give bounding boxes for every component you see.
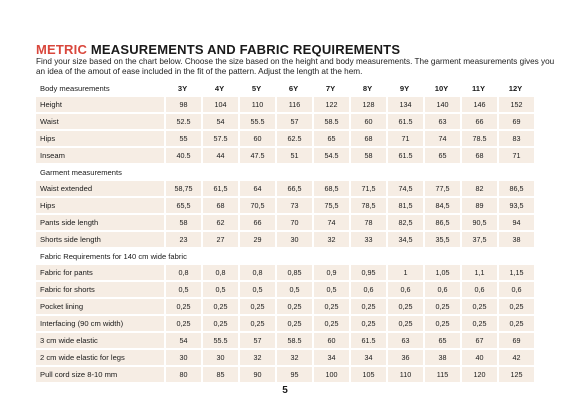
table-cell: 71 — [386, 131, 423, 146]
table-cell: 90,5 — [460, 215, 497, 230]
row-label: Pants side length — [36, 215, 164, 230]
table-cell: 82 — [460, 181, 497, 196]
table-cell: 58.5 — [312, 114, 349, 129]
table-cell: 0,25 — [386, 316, 423, 331]
table-cell: 66 — [238, 215, 275, 230]
row-label: Interfacing (90 cm width) — [36, 316, 164, 331]
table-cell: 54 — [201, 114, 238, 129]
table-cell: 0,6 — [349, 282, 386, 297]
table-cell: 85 — [201, 367, 238, 382]
table-cell: 54 — [164, 333, 201, 348]
table-cell: 0,25 — [238, 299, 275, 314]
table-cell: 61.5 — [386, 114, 423, 129]
page-title — [36, 42, 400, 57]
table-cell: 81,5 — [386, 198, 423, 213]
measurements-table — [36, 80, 534, 384]
row-label: Waist extended — [36, 181, 164, 196]
table-cell: 74 — [312, 215, 349, 230]
table-cell: 78 — [349, 215, 386, 230]
row-label: Shorts side length — [36, 232, 164, 247]
table-cell: 122 — [312, 97, 349, 112]
row-label: Fabric for shorts — [36, 282, 164, 297]
table-cell: 55.5 — [238, 114, 275, 129]
table-cell: 55.5 — [201, 333, 238, 348]
table-cell: 61.5 — [386, 148, 423, 163]
row-label: Fabric for pants — [36, 265, 164, 280]
table-cell: 77,5 — [423, 181, 460, 196]
table-cell: 61.5 — [349, 333, 386, 348]
table-cell: 146 — [460, 97, 497, 112]
table-cell: 34 — [349, 350, 386, 365]
table-cell: 75,5 — [312, 198, 349, 213]
table-cell: 0,8 — [201, 265, 238, 280]
row-label: Waist — [36, 114, 164, 129]
table-cell: 52.5 — [164, 114, 201, 129]
table-cell: 0,25 — [312, 316, 349, 331]
table-row — [36, 333, 534, 348]
table-cell: 84,5 — [423, 198, 460, 213]
size-header: 4Y — [214, 84, 225, 93]
table-cell: 80 — [164, 367, 201, 382]
table-cell: 70 — [275, 215, 312, 230]
table-row — [36, 198, 534, 213]
table-cell: 0,6 — [497, 282, 534, 297]
table-cell: 115 — [423, 367, 460, 382]
table-cell: 61,5 — [201, 181, 238, 196]
title-rest: MEASUREMENTS AND FABRIC REQUIREMENTS — [90, 42, 401, 57]
table-cell: 125 — [497, 367, 534, 382]
table-cell: 0,25 — [460, 299, 497, 314]
table-cell: 70,5 — [238, 198, 275, 213]
table-cell: 95 — [275, 367, 312, 382]
table-cell: 23 — [164, 232, 201, 247]
table-cell: 0,95 — [349, 265, 386, 280]
table-cell: 0,25 — [238, 316, 275, 331]
table-row — [36, 367, 534, 382]
table-cell: 0,25 — [201, 316, 238, 331]
table-cell: 30 — [164, 350, 201, 365]
table-cell: 0,25 — [349, 299, 386, 314]
table-cell: 32 — [275, 350, 312, 365]
table-cell: 58 — [349, 148, 386, 163]
table-cell: 27 — [201, 232, 238, 247]
table-cell: 0,6 — [386, 282, 423, 297]
table-cell: 71 — [497, 148, 534, 163]
page-number: 5 — [282, 385, 288, 396]
table-cell: 51 — [275, 148, 312, 163]
table-cell: 0,25 — [497, 316, 534, 331]
section-heading-row — [36, 249, 534, 263]
table-cell: 0,25 — [497, 299, 534, 314]
size-header: 3Y — [177, 84, 188, 93]
table-cell: 128 — [349, 97, 386, 112]
table-cell: 1,05 — [423, 265, 460, 280]
table-cell: 60 — [238, 131, 275, 146]
intro-text: Find your size based on the chart below. Choose the size based on the height and body measurements. The garment measurements gives you an idea of the amout of ease included in the fit of the pattern. Adjust the length at the hem. — [36, 57, 555, 76]
table-row — [36, 316, 534, 331]
table-row — [36, 215, 534, 230]
table-cell: 110 — [386, 367, 423, 382]
table-cell: 37,5 — [460, 232, 497, 247]
table-cell: 69 — [497, 114, 534, 129]
table-cell: 0,25 — [423, 299, 460, 314]
row-label: Hips — [36, 131, 164, 146]
table-cell: 0,25 — [349, 316, 386, 331]
table-cell: 57 — [238, 333, 275, 348]
table-row — [36, 350, 534, 365]
row-label: 3 cm wide elastic — [36, 333, 164, 348]
table-row — [36, 181, 534, 196]
table-cell: 86,5 — [423, 215, 460, 230]
table-cell: 33 — [349, 232, 386, 247]
table-row — [36, 265, 534, 280]
row-label: Pull cord size 8-10 mm — [36, 367, 164, 382]
section-heading: Body measurements — [40, 84, 110, 93]
row-label: Height — [36, 97, 164, 112]
table-cell: 0,5 — [312, 282, 349, 297]
table-cell: 67 — [460, 333, 497, 348]
table-cell: 54.5 — [312, 148, 349, 163]
table-cell: 30 — [201, 350, 238, 365]
table-cell: 116 — [275, 97, 312, 112]
size-header: 11Y — [471, 84, 486, 93]
table-cell: 35,5 — [423, 232, 460, 247]
section-heading: Garment measurements — [40, 167, 122, 177]
table-cell: 63 — [386, 333, 423, 348]
table-cell: 68 — [201, 198, 238, 213]
size-header: 8Y — [362, 84, 373, 93]
table-cell: 89 — [460, 198, 497, 213]
table-cell: 32 — [238, 350, 275, 365]
table-cell: 140 — [423, 97, 460, 112]
table-cell: 0,85 — [275, 265, 312, 280]
table-cell: 36 — [386, 350, 423, 365]
table-cell: 152 — [497, 97, 534, 112]
table-cell: 57.5 — [201, 131, 238, 146]
table-cell: 58,75 — [164, 181, 201, 196]
row-label: Inseam — [36, 148, 164, 163]
table-cell: 82,5 — [386, 215, 423, 230]
table-cell: 65 — [312, 131, 349, 146]
table-cell: 65 — [423, 333, 460, 348]
table-cell: 60 — [349, 114, 386, 129]
table-cell: 0,25 — [275, 299, 312, 314]
table-cell: 0,25 — [386, 299, 423, 314]
table-cell: 40 — [460, 350, 497, 365]
size-header: 12Y — [508, 84, 523, 93]
table-cell: 1,15 — [497, 265, 534, 280]
row-label: Hips — [36, 198, 164, 213]
table-cell: 0,5 — [275, 282, 312, 297]
table-cell: 58 — [164, 215, 201, 230]
table-cell: 62 — [201, 215, 238, 230]
table-cell: 66 — [460, 114, 497, 129]
table-cell: 78,5 — [349, 198, 386, 213]
table-cell: 68,5 — [312, 181, 349, 196]
table-cell: 38 — [423, 350, 460, 365]
table-row — [36, 148, 534, 163]
table-cell: 105 — [349, 367, 386, 382]
size-header: 5Y — [251, 84, 262, 93]
size-header: 10Y — [434, 84, 449, 93]
table-cell: 57 — [275, 114, 312, 129]
table-cell: 0,25 — [164, 316, 201, 331]
table-cell: 30 — [275, 232, 312, 247]
table-cell: 0,6 — [423, 282, 460, 297]
table-cell: 66,5 — [275, 181, 312, 196]
table-cell: 42 — [497, 350, 534, 365]
table-cell: 44 — [201, 148, 238, 163]
table-cell: 1,1 — [460, 265, 497, 280]
table-cell: 0,25 — [164, 299, 201, 314]
table-cell: 73 — [275, 198, 312, 213]
table-row — [36, 299, 534, 314]
table-cell: 47.5 — [238, 148, 275, 163]
size-header-row — [36, 82, 534, 95]
table-cell: 63 — [423, 114, 460, 129]
table-row — [36, 131, 534, 146]
section-heading-row — [36, 165, 534, 179]
table-cell: 0,25 — [275, 316, 312, 331]
table-cell: 58.5 — [275, 333, 312, 348]
table-cell: 120 — [460, 367, 497, 382]
table-cell: 98 — [164, 97, 201, 112]
table-cell: 93,5 — [497, 198, 534, 213]
size-header: 7Y — [325, 84, 336, 93]
table-cell: 40.5 — [164, 148, 201, 163]
table-cell: 65 — [423, 148, 460, 163]
title-accent: METRIC — [36, 42, 88, 57]
table-cell: 0,9 — [312, 265, 349, 280]
table-cell: 74 — [423, 131, 460, 146]
table-cell: 0,25 — [460, 316, 497, 331]
table-row — [36, 97, 534, 112]
table-cell: 34,5 — [386, 232, 423, 247]
table-row — [36, 282, 534, 297]
table-cell: 94 — [497, 215, 534, 230]
table-cell: 68 — [349, 131, 386, 146]
table-cell: 1 — [386, 265, 423, 280]
table-cell: 134 — [386, 97, 423, 112]
row-label: Pocket lining — [36, 299, 164, 314]
table-cell: 38 — [497, 232, 534, 247]
table-cell: 0,8 — [164, 265, 201, 280]
table-cell: 86,5 — [497, 181, 534, 196]
table-cell: 69 — [497, 333, 534, 348]
table-cell: 100 — [312, 367, 349, 382]
row-label: 2 cm wide elastic for legs — [36, 350, 164, 365]
table-cell: 0,25 — [201, 299, 238, 314]
table-cell: 0,8 — [238, 265, 275, 280]
table-cell: 68 — [460, 148, 497, 163]
section-heading: Fabric Requirements for 140 cm wide fabric — [40, 251, 187, 261]
table-cell: 71,5 — [349, 181, 386, 196]
table-cell: 0,25 — [312, 299, 349, 314]
table-cell: 0,5 — [201, 282, 238, 297]
table-row — [36, 114, 534, 129]
table-cell: 0,25 — [423, 316, 460, 331]
table-cell: 83 — [497, 131, 534, 146]
table-cell: 0,5 — [238, 282, 275, 297]
table-cell: 32 — [312, 232, 349, 247]
table-cell: 60 — [312, 333, 349, 348]
table-cell: 74,5 — [386, 181, 423, 196]
table-cell: 62.5 — [275, 131, 312, 146]
table-cell: 64 — [238, 181, 275, 196]
table-cell: 78.5 — [460, 131, 497, 146]
size-header: 9Y — [399, 84, 410, 93]
table-cell: 29 — [238, 232, 275, 247]
table-cell: 34 — [312, 350, 349, 365]
table-cell: 0,5 — [164, 282, 201, 297]
table-cell: 104 — [201, 97, 238, 112]
table-cell: 55 — [164, 131, 201, 146]
table-cell: 110 — [238, 97, 275, 112]
size-header: 6Y — [288, 84, 299, 93]
table-row — [36, 232, 534, 247]
table-cell: 0,6 — [460, 282, 497, 297]
table-cell: 65,5 — [164, 198, 201, 213]
table-cell: 90 — [238, 367, 275, 382]
